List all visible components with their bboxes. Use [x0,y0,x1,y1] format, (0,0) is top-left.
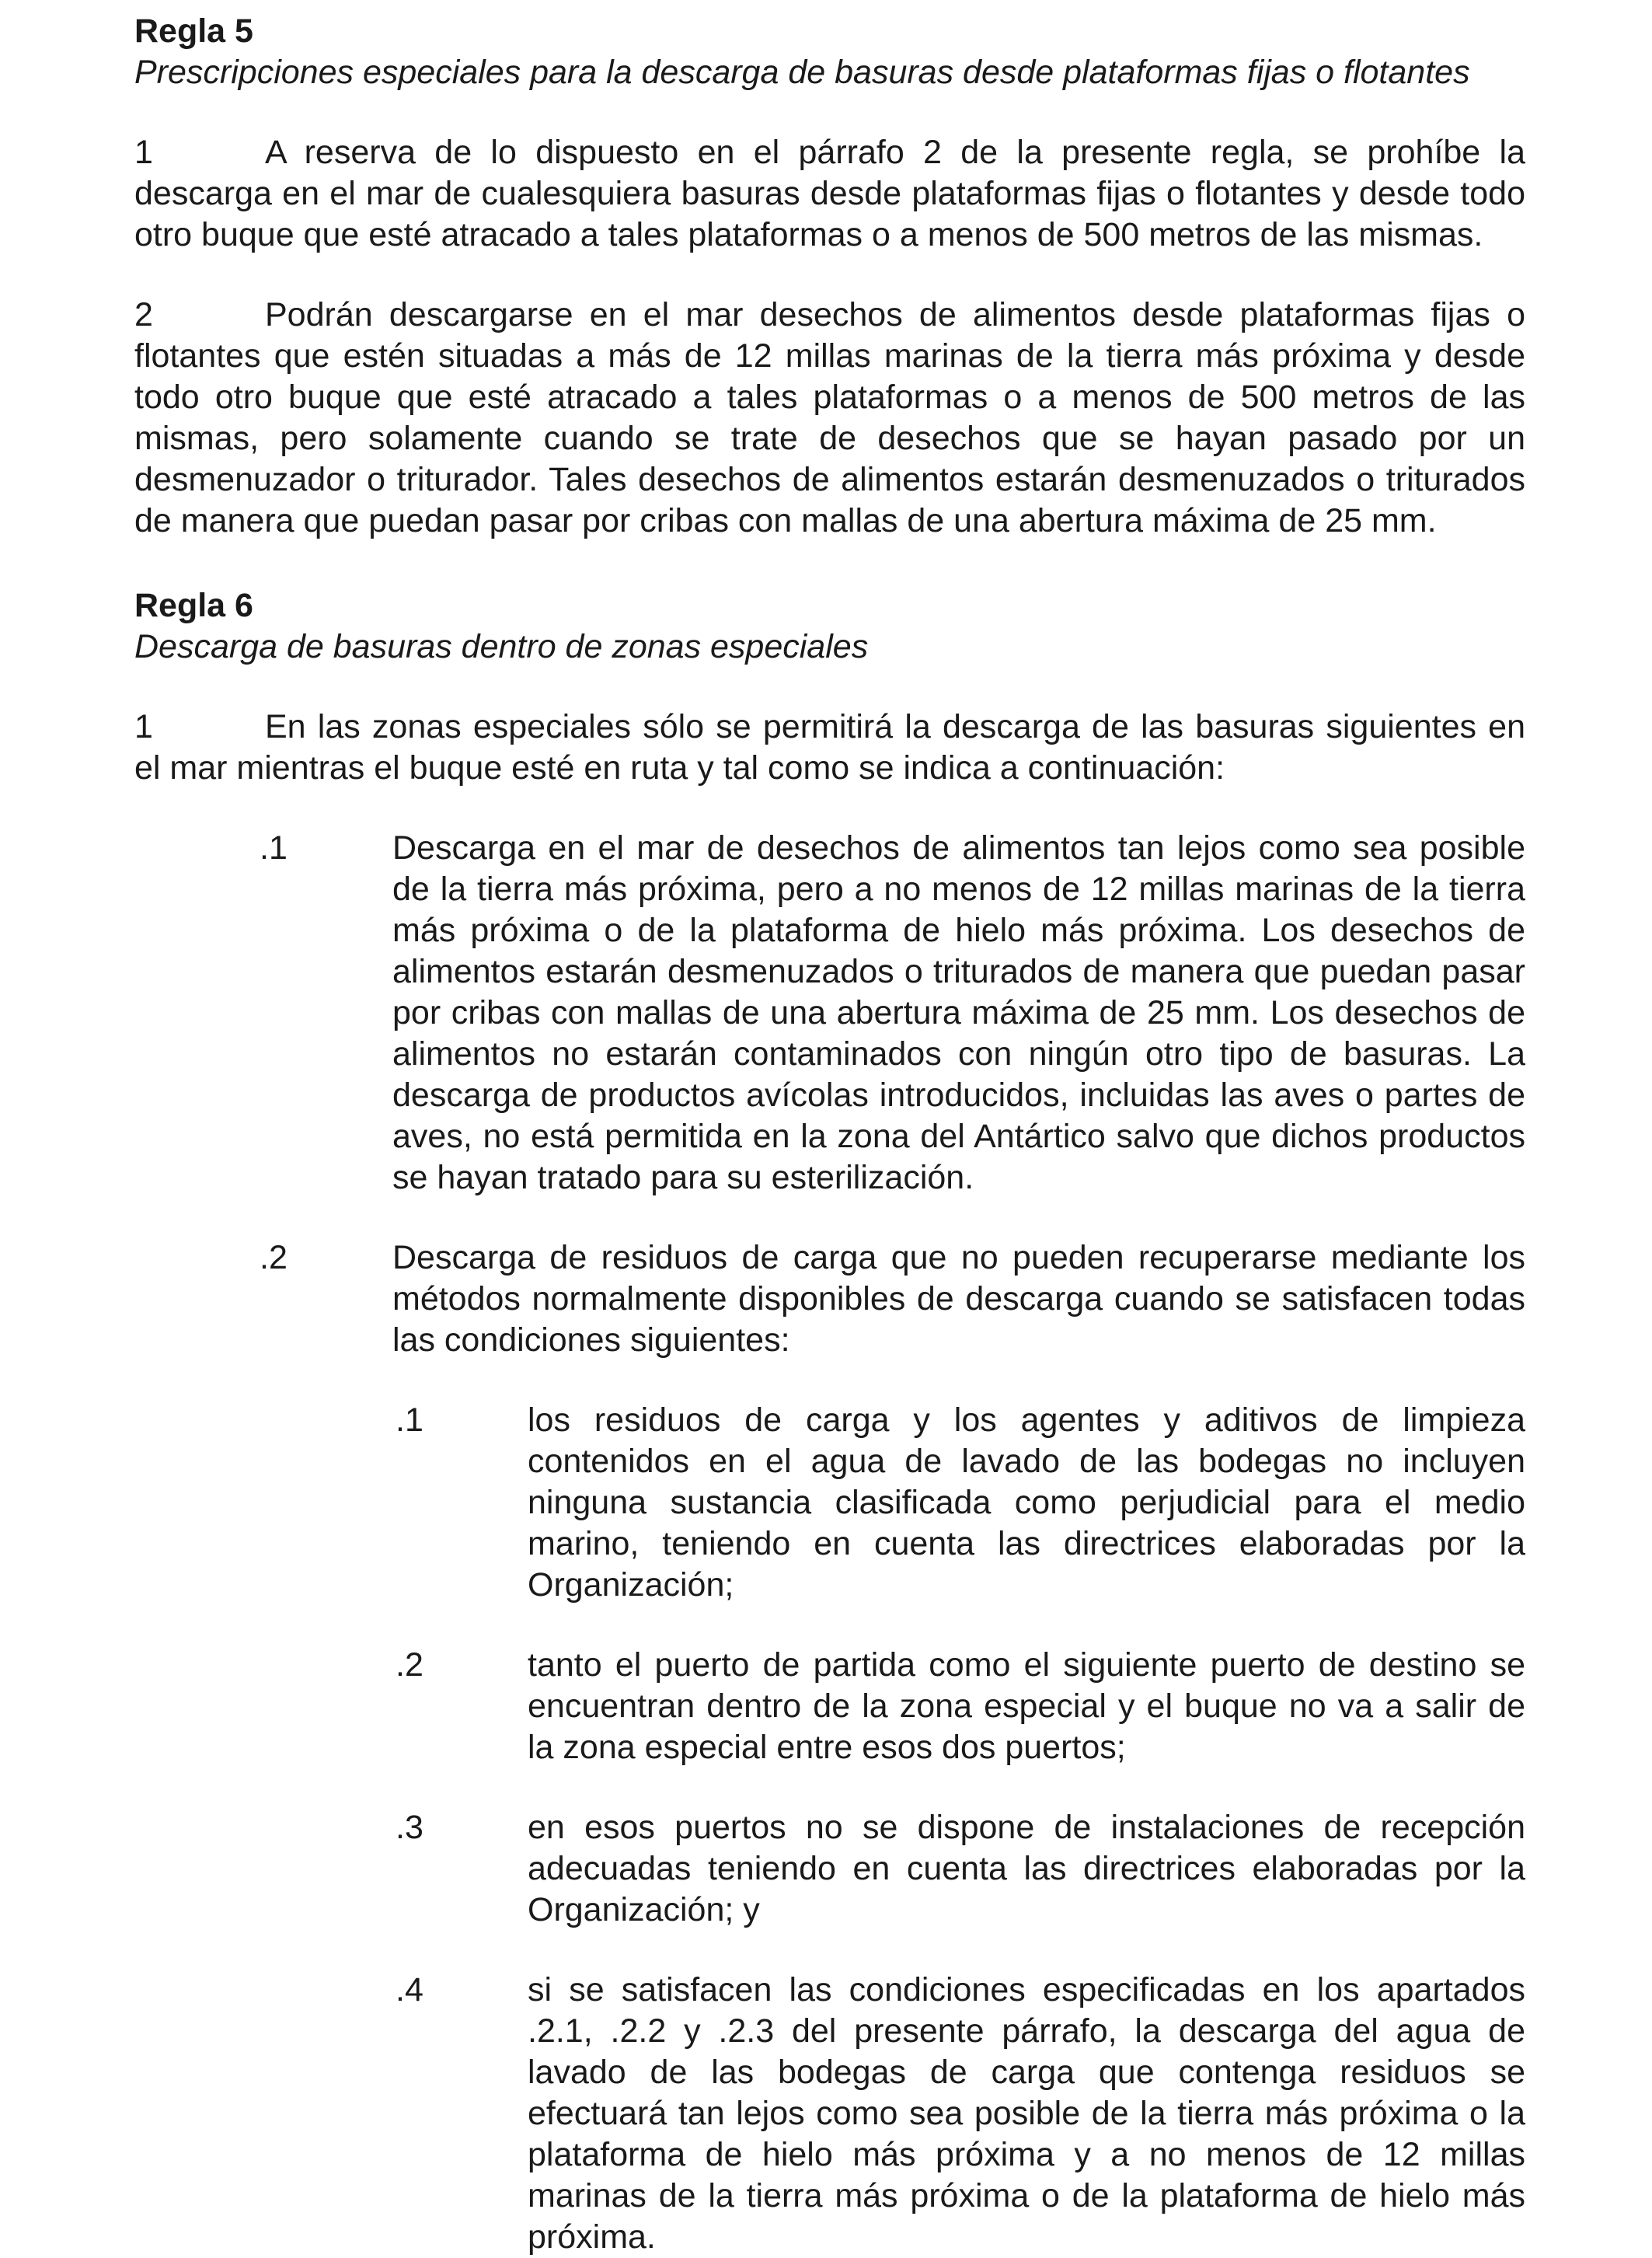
regla-5-heading: Regla 5 [134,12,253,50]
sub-list-item [134,1645,1525,1768]
regla-6-paragraph-1 [134,707,1525,789]
paragraph-text: En las zonas especiales sólo se permitirá la descarga de las basuras siguientes en el mar mientras el buque esté en ruta y tal como se indica a continuación: [134,708,1525,787]
sub-list-item [134,1807,1525,1931]
regla-6-subtitle: Descarga de basuras dentro de zonas especiales [134,628,869,665]
document-page [134,11,1525,2258]
sub-list-item [134,1970,1525,2258]
regla-5-paragraph-2 [134,295,1525,542]
regla-5-subtitle: Prescripciones especiales para la descarga de basuras desde plataformas fijas o flotantes [134,54,1470,91]
paragraph-number: 1 [134,134,153,171]
sub-list [134,1400,1525,2258]
paragraph-number: 2 [134,296,153,333]
paragraph-number: 1 [134,708,153,745]
sub-list-item-text: en esos puertos no se dispone de instalaciones de recepción adecuadas teniendo en cuenta las directrices elaboradas por la Organización; y [528,1809,1525,1928]
list-item-number: .2 [260,1239,288,1276]
paragraph-text: A reserva de lo dispuesto en el párrafo 2 de la presente regla, se prohíbe la descarga en el mar de cualesquiera basuras desde plataformas fijas o flotantes y desde todo otro buque que esté atracado a tales plataformas o a menos de 500 metros de las mismas. [134,134,1525,253]
regla-6-heading: Regla 6 [134,587,253,624]
sub-list-item-number: .2 [396,1646,423,1684]
list-item-text: Descarga en el mar de desechos de alimentos tan lejos como sea posible de la tierra más próxima, pero a no menos de 12 millas marinas de la tierra más próxima o de la plataforma de hielo más próxima. Los desechos de alimentos estarán desmenuzados o triturados de manera que puedan pasar por cribas con mallas de una abertura máxima de 25 mm. Los desechos de alimentos no estarán contaminados con ningún otro tipo de basuras. La descarga de productos avícolas introducidos, incluidas las aves o partes de aves, no está permitida en la zona del Antártico salvo que dichos productos se hayan tratado para su esterilización. [392,829,1525,1196]
sub-list-item-number: .4 [396,1971,423,2008]
list-item [134,828,1525,1199]
sub-list-item-number: .3 [396,1809,423,1846]
sub-list-item-text: los residuos de carga y los agentes y aditivos de limpieza contenidos en el agua de lavado de las bodegas no incluyen ninguna sustancia clasificada como perjudicial para el medio marino, teniendo en cuenta las directrices elaboradas por la Organización; [528,1401,1525,1604]
sub-list-item-number: .1 [396,1401,423,1439]
regla-5-paragraph-1 [134,132,1525,256]
paragraph-text: Podrán descargarse en el mar desechos de alimentos desde plataformas fijas o flotantes que estén situadas a más de 12 millas marinas de la tierra más próxima y desde todo otro buque que esté atracado a tales plataformas o a menos de 500 metros de las mismas, pero solamente cuando se trate de desechos que se hayan pasado por un desmenuzador o triturador. Tales desechos de alimentos estarán desmenuzados o triturados de manera que puedan pasar por cribas con mallas de una abertura máxima de 25 mm. [134,296,1525,539]
list-item-text: Descarga de residuos de carga que no pueden recuperarse mediante los métodos normalmente disponibles de descarga cuando se satisfacen todas las condiciones siguientes: [392,1239,1525,1359]
sub-list-item [134,1400,1525,1606]
list-item-number: .1 [260,829,288,867]
sub-list-item-text: si se satisfacen las condiciones especificadas en los apartados .2.1, .2.2 y .2.3 del presente párrafo, la descarga del agua de lavado de las bodegas de carga que contenga residuos se efectuará tan lejos como sea posible de la tierra más próxima o la plataforma de hielo más próxima y a no menos de 12 millas marinas de la tierra más próxima o de la plataforma de hielo más próxima. [528,1971,1525,2256]
sub-list-item-text: tanto el puerto de partida como el siguiente puerto de destino se encuentran dentro de la zona especial y el buque no va a salir de la zona especial entre esos dos puertos; [528,1646,1525,1766]
list-item [134,1237,1525,1361]
